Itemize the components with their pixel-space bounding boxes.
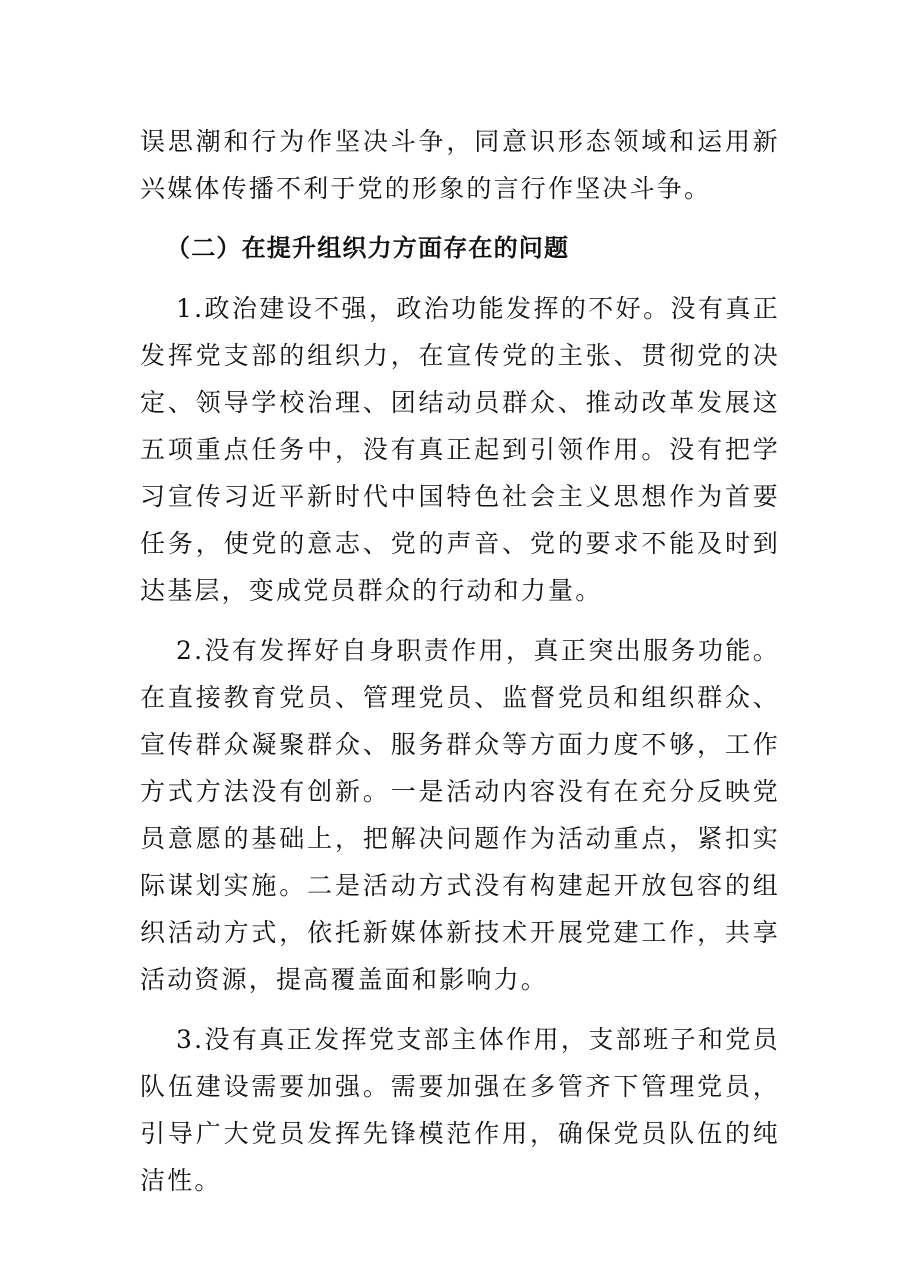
paragraph-2: 2.没有发挥好自身职责作用，真正突出服务功能。在直接教育党员、管理党员、监督党员和组织群众、宣传群众凝聚群众、服务群众等方面力度不够，工作方式方法没有创新。一是活动内容没有在充分反映党员意愿的基础上，把解决问题作为活动重点，紧扣实际谋划实施。二是活动方式没有构建起开放包容的组织活动方式，依托新媒体新技术开展党建工作，共享活动资源，提高覆盖面和影响力。 bbox=[140, 636, 780, 994]
spacer bbox=[140, 212, 780, 225]
spacer bbox=[140, 272, 780, 285]
document-body bbox=[140, 118, 780, 1204]
spacer bbox=[140, 614, 780, 627]
spacer bbox=[140, 1003, 780, 1016]
paragraph-1: 1.政治建设不强，政治功能发挥的不好。没有真正发挥党支部的组织力，在宣传党的主张、贯彻党的决定、领导学校治理、团结动员群众、推动改革发展这五项重点任务中，没有真正起到引领作用。没有把学习宣传习近平新时代中国特色社会主义思想作为首要任务，使党的意志、党的声音、党的要求不能及时到达基层，变成党员群众的行动和力量。 bbox=[140, 294, 780, 605]
continuation-paragraph: 误思潮和行为作坚决斗争，同意识形态领域和运用新兴媒体传播不利于党的形象的言行作坚决斗争。 bbox=[140, 127, 780, 203]
paragraph-3: 3.没有真正发挥党支部主体作用，支部班子和党员队伍建设需要加强。需要加强在多管齐下管理党员，引导广大党员发挥先锋模范作用，确保党员队伍的纯洁性。 bbox=[140, 1025, 780, 1195]
section-heading: （二）在提升组织力方面存在的问题 bbox=[166, 234, 570, 262]
